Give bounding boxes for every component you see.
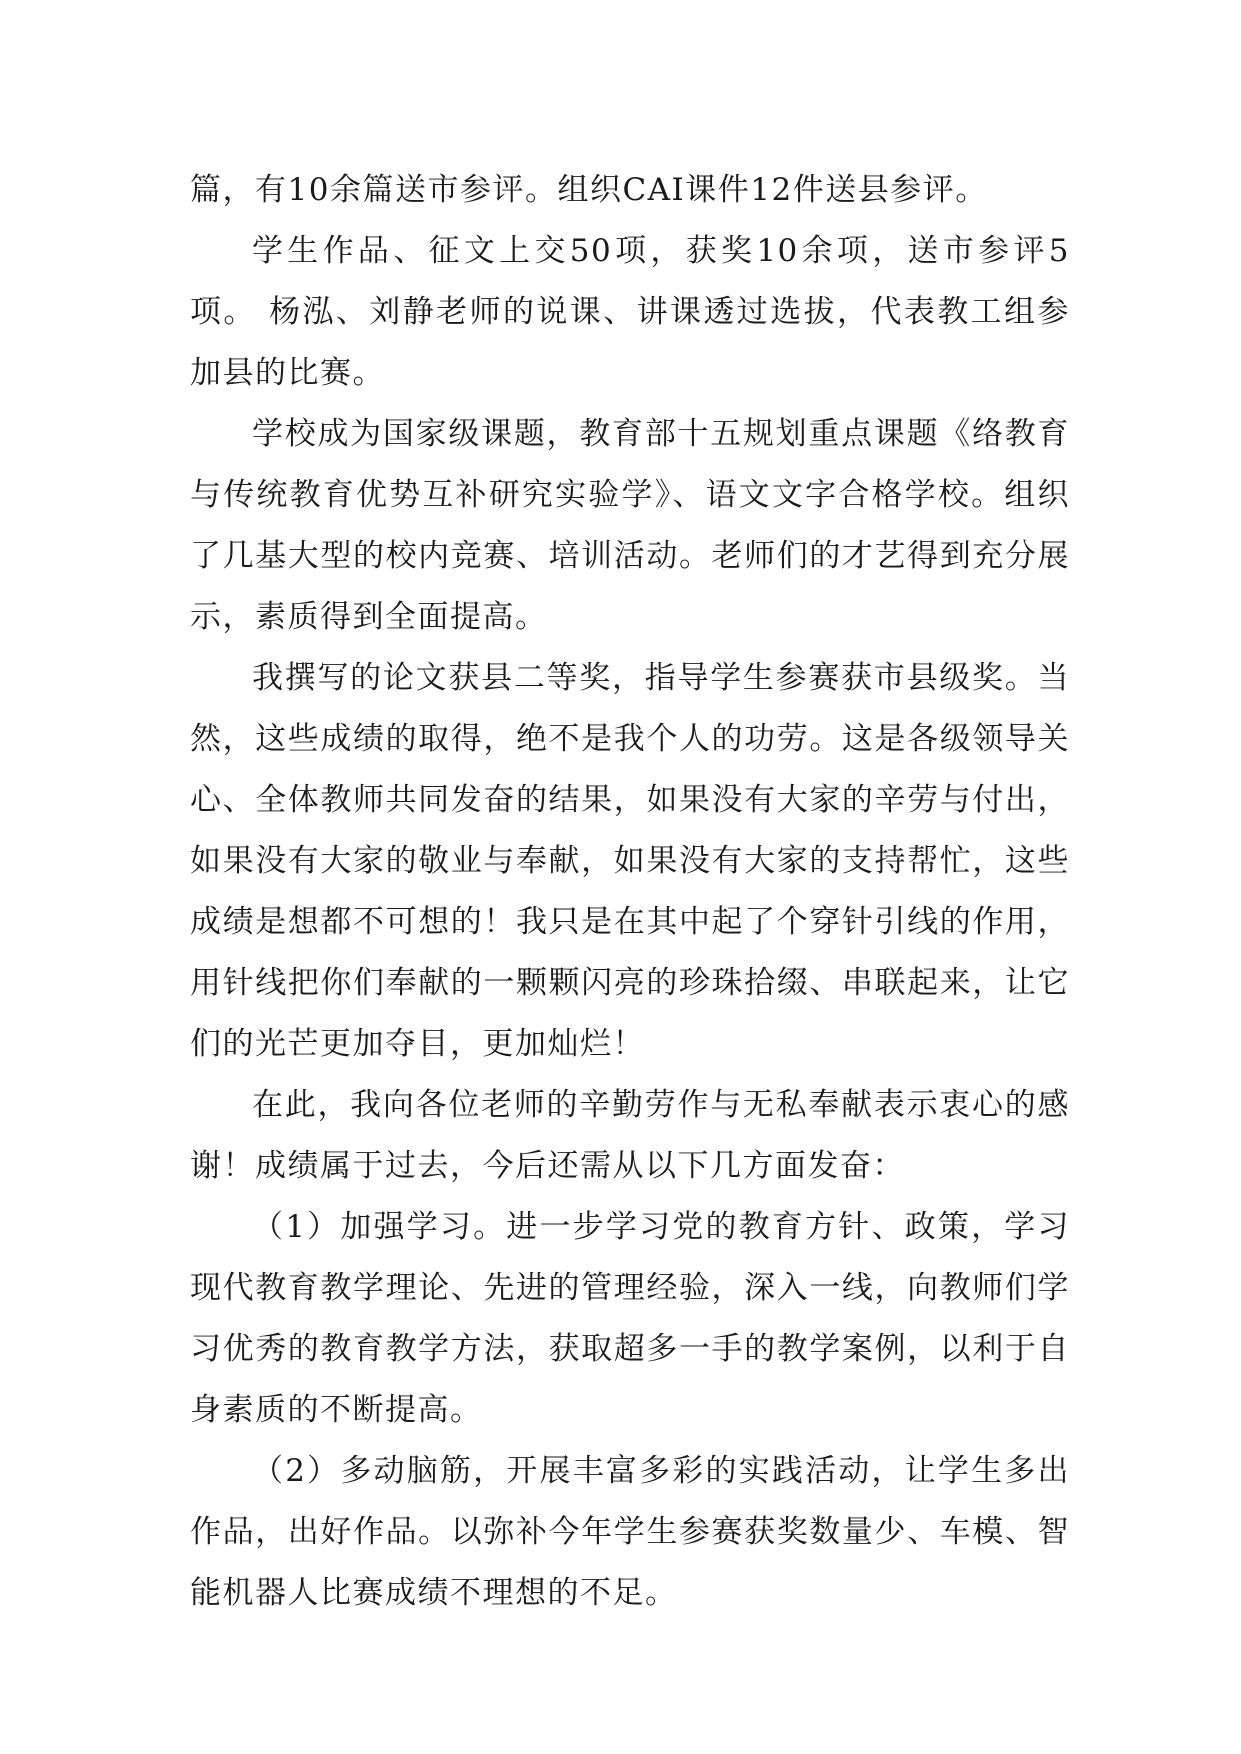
paragraph-1: 篇，有10余篇送市参评。组织CAI课件12件送县参评。	[190, 172, 988, 208]
paragraph-2: 学生作品、征文上交50项，获奖10余项，送市参评5项。 杨泓、刘静老师的说课、讲课透过选拔，代表教工组参加县的比赛。	[190, 233, 1070, 391]
list-item-1: （1）加强学习。进一步学习党的教育方针、政策，学习现代教育教学理论、先进的管理经验，深入一线，向教师们学习优秀的教育教学方法，获取超多一手的教学案例，以利于自身素质的不断提高。	[190, 1209, 1070, 1428]
list-item-2: （2）多动脑筋，开展丰富多彩的实践活动，让学生多出作品，出好作品。以弥补今年学生参赛获奖数量少、车模、智能机器人比赛成绩不理想的不足。	[190, 1453, 1070, 1611]
paragraph-5: 在此，我向各位老师的辛勤劳作与无私奉献表示衷心的感谢！成绩属于过去，今后还需从以下几方面发奋：	[190, 1087, 1070, 1184]
document-body	[190, 160, 1070, 1624]
paragraph-4: 我撰写的论文获县二等奖，指导学生参赛获市县级奖。当然，这些成绩的取得，绝不是我个人的功劳。这是各级领导关心、全体教师共同发奋的结果，如果没有大家的辛劳与付出，如果没有大家的敬业与奉献，如果没有大家的支持帮忙，这些成绩是想都不可想的！我只是在其中起了个穿针引线的作用，用针线把你们奉献的一颗颗闪亮的珍珠拾缀、串联起来，让它们的光芒更加夺目，更加灿烂！	[190, 660, 1070, 1062]
paragraph-3: 学校成为国家级课题，教育部十五规划重点课题《络教育与传统教育优势互补研究实验学》、语文文字合格学校。组织了几基大型的校内竞赛、培训活动。老师们的才艺得到充分展示，素质得到全面提高。	[190, 416, 1070, 635]
